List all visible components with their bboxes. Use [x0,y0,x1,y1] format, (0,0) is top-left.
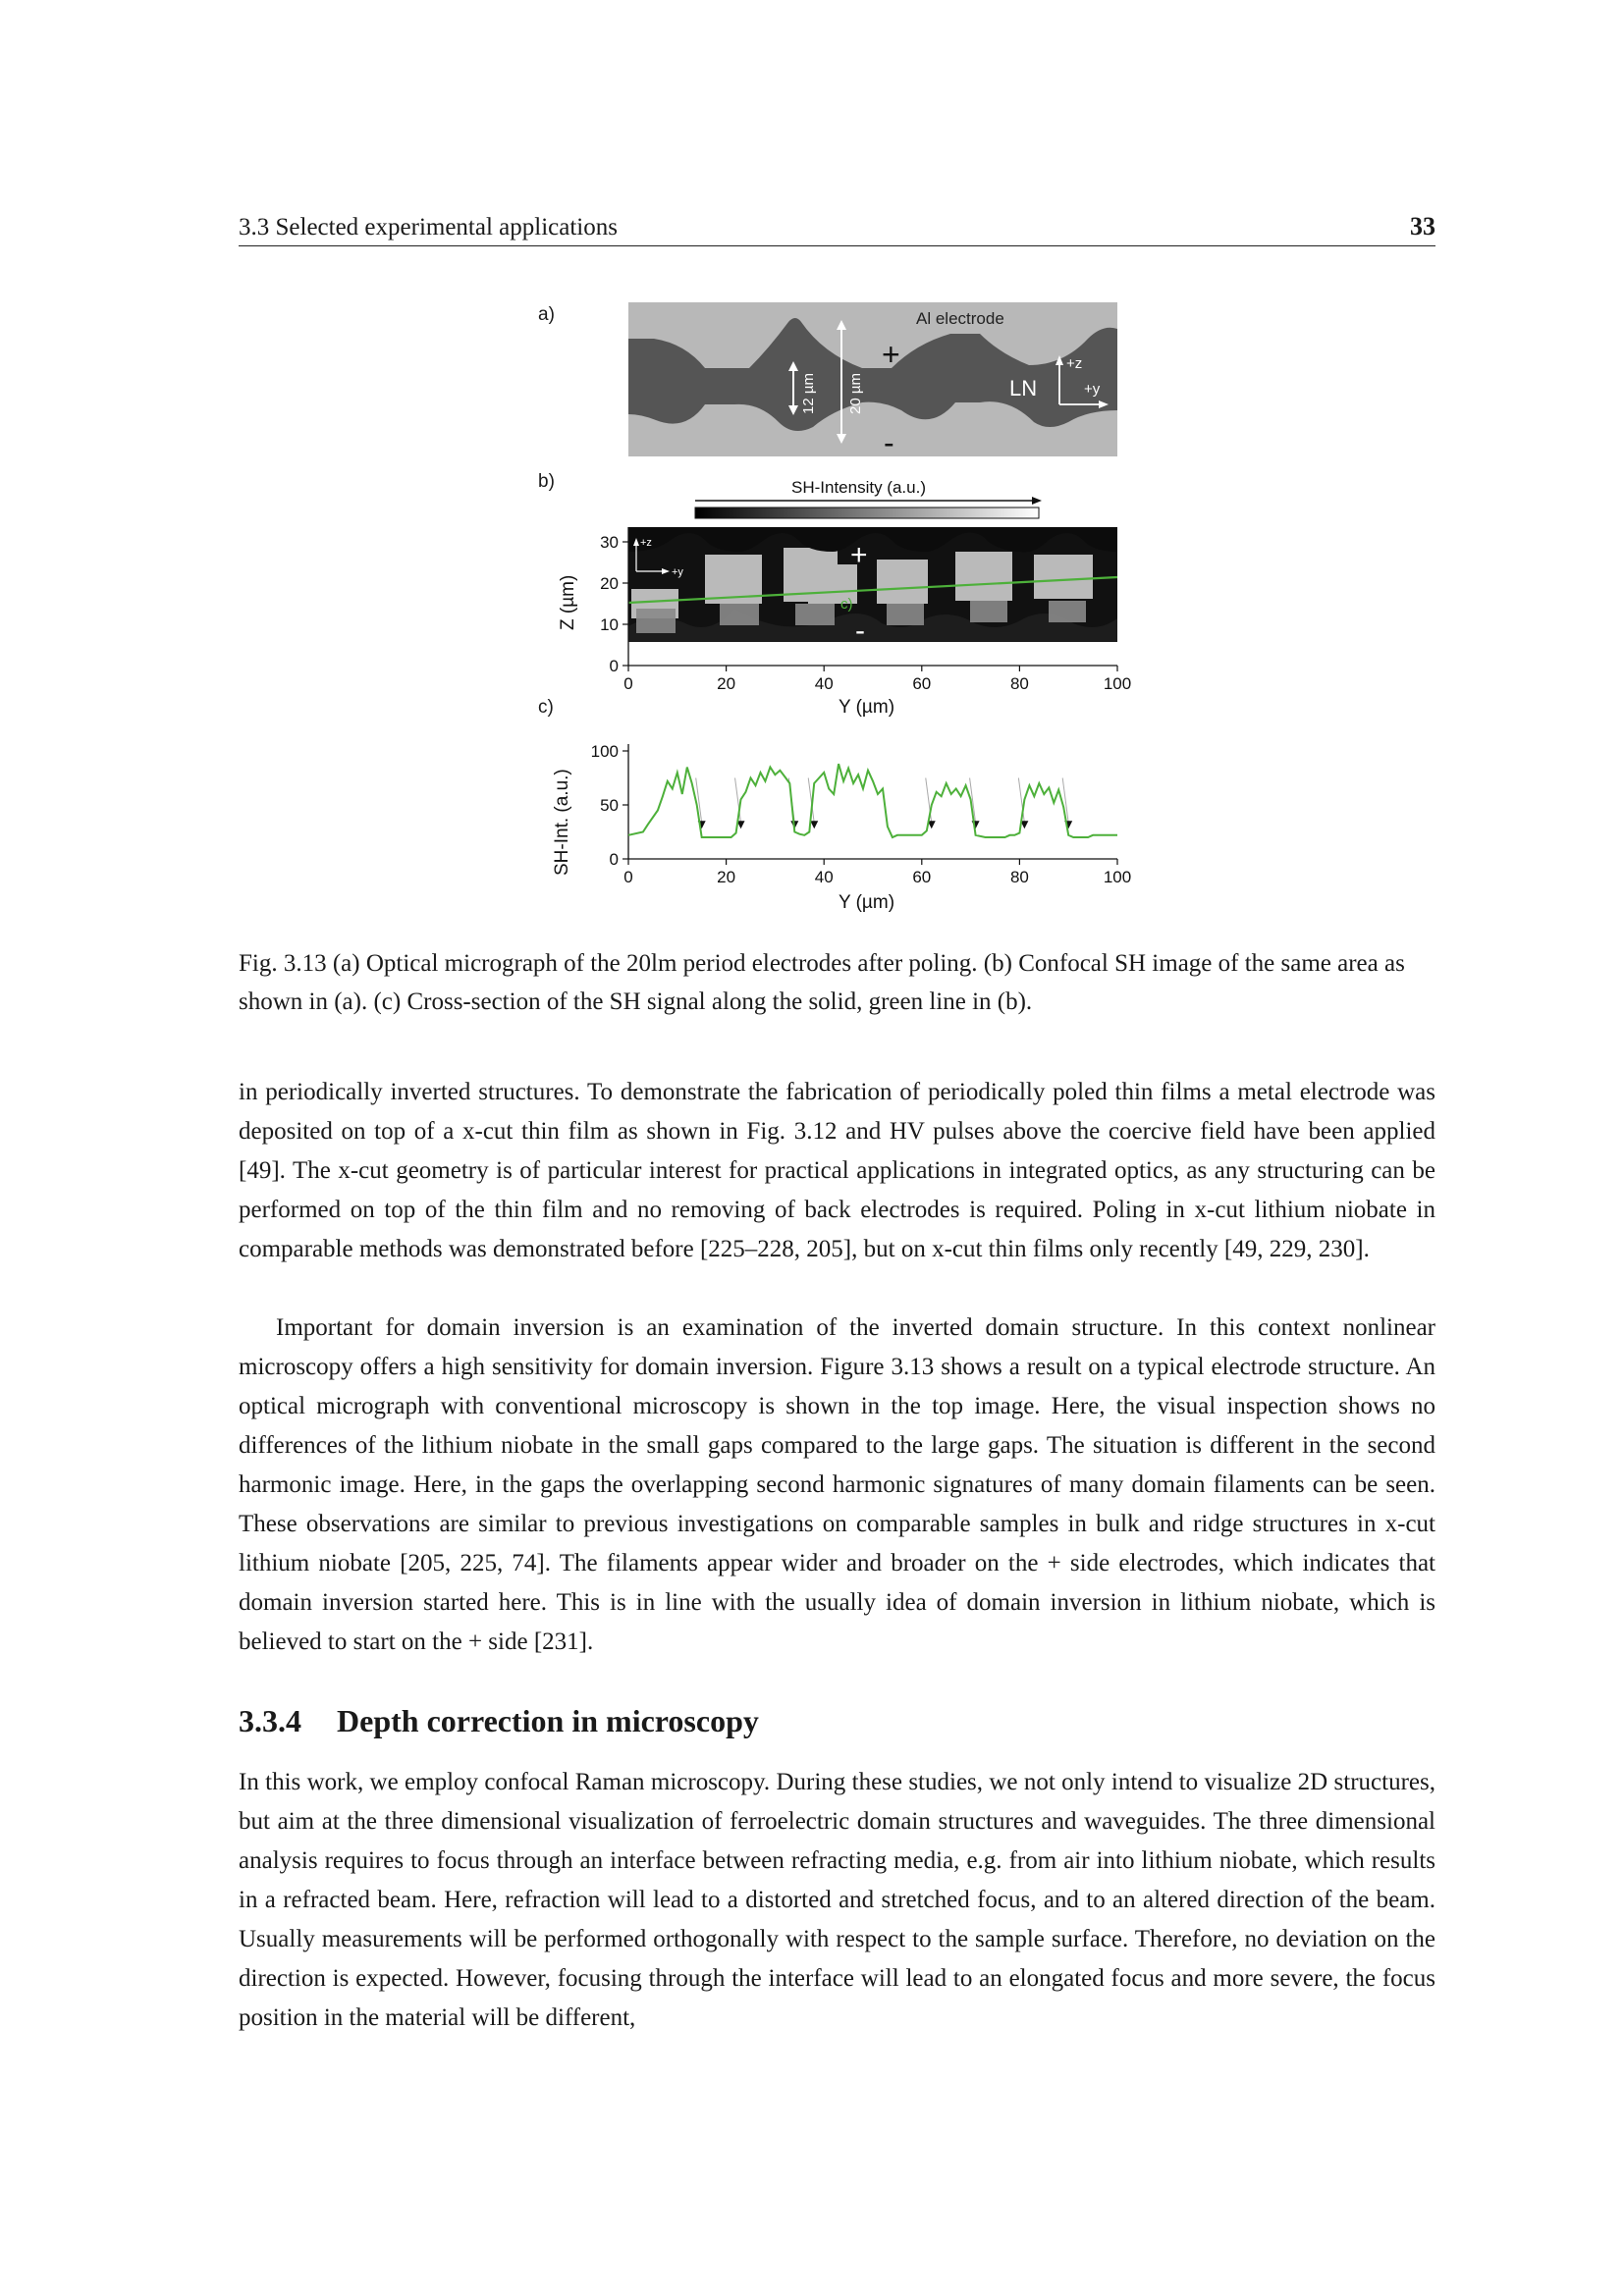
panel-c-xtick-label: 80 [1009,868,1029,886]
panel-a-micrograph [628,302,1117,460]
panel-b-ylabel: Z (µm) [558,574,578,630]
panel-b-xtick-label: 0 [623,674,633,693]
panel-c-ytick-label: 100 [590,742,619,761]
panel-a-plus-sign: + [882,337,900,372]
panel-c-xtick-label: 40 [814,868,834,886]
section-title: Depth correction in microscopy [337,1703,759,1738]
gap-large-label: 20 µm [847,373,864,414]
electrode-label: Al electrode [916,309,1004,328]
gap-small-label: 12 µm [800,373,817,414]
panel-b-ytick-label: 20 [600,574,619,593]
section-number: 3.3.4 [239,1703,301,1738]
paragraph-3: In this work, we employ confocal Raman microscopy. During these studies, we not only intend to visualize 2D structures, but aim at the three dimensional visualization of ferroelectric domain structures and waveguides. The three dimensional analysis requires to focus through an interface between refracting media, e.g. from air into lithium niobate, which results in a refracted beam. Here, refraction will lead to a distorted and stretched focus, and to an altered direction of the beam. Usually measurements will be performed orthogonally with respect to the sample surface. Therefore, no deviation on the direction is expected. However, focusing through the interface will lead to an elongated focus and more severe, the focus position in the material will be different, [239,1769,1435,2031]
panel-b-xtick-label: 100 [1103,674,1132,693]
panel-b-xlabel: Y (µm) [839,697,895,718]
panel-b-xticks [623,666,1131,693]
panel-c-xticks [623,859,1131,886]
panel-b-minus-sign: - [855,614,865,647]
ln-label: LN [1009,376,1038,400]
colorbar-title: SH-Intensity (a.u.) [791,478,926,497]
figure-3-13 [538,294,1147,923]
running-head [239,210,1435,246]
panel-b-xtick-label: 20 [717,674,736,693]
panel-b-xtick-label: 80 [1009,674,1029,693]
colorbar [695,507,1039,518]
panel-a-label: a) [538,304,555,325]
panel-c-line-profile [552,742,1131,913]
panel-b-sh-image [558,478,1131,718]
panel-b-axis-y: +y [672,566,683,578]
panel-b-plus-sign: + [850,539,868,571]
panel-c-xtick-label: 60 [912,868,932,886]
panel-c-xlabel: Y (µm) [839,892,895,913]
panel-c-xtick-label: 0 [623,868,633,886]
panel-c-xtick-label: 20 [717,868,736,886]
panel-b-ytick-label: 10 [600,615,619,634]
section-heading [239,1703,759,1739]
page-number: 33 [1410,212,1435,240]
panel-c-ylabel: SH-Int. (a.u.) [552,769,572,876]
panel-b-label: b) [538,471,555,492]
panel-a-axis-z: +z [1066,355,1083,372]
panel-c-yticks [591,742,628,869]
profile-line-label: c) [840,596,853,613]
panel-c-xtick-label: 100 [1103,868,1132,886]
figure-canvas [538,294,1147,923]
panel-a-axis-y: +y [1084,381,1101,398]
panel-b-axis-z: +z [640,537,652,549]
panel-b-ytick-label: 30 [600,533,619,552]
panel-a-minus-sign: - [884,425,894,460]
paragraph-2: Important for domain inversion is an examination of the inverted domain structure. In this context nonlinear microscopy offers a high sensitivity for domain inversion. Figure 3.13 shows a result on a typical electrode structure. An optical micrograph with conventional microscopy is shown in the top image. Here, the visual inspection shows no differences of the lithium niobate in the small gaps compared to the large gaps. The situation is different in the second harmonic image. Here, in the gaps the overlapping second harmonic signatures of many domain filaments can be seen. These observations are similar to previous investigations on comparable samples in bulk and ridge structures in x-cut lithium niobate [205, 225, 74]. The filaments appear wider and broader on the + side electrodes, which indicates that domain inversion started here. This is in line with the usually idea of domain inversion in lithium niobate, which is believed to start on the + side [231]. [239,1314,1435,1655]
panel-c-ytick-label: 0 [609,850,619,869]
panel-b-yticks [600,533,628,675]
paragraph-1: in periodically inverted structures. To demonstrate the fabrication of periodically poled thin films a metal electrode was deposited on top of a x-cut thin film as shown in Fig. 3.12 and HV pulses above the coercive field have been applied [49]. The x-cut geometry is of particular interest for practical applications in integrated optics, as any structuring can be performed on top of the thin film and no removing of back electrodes is required. Poling in x-cut lithium niobate in comparable methods was demonstrated before [225–228, 205], but on x-cut thin films only recently [49, 229, 230]. [239,1079,1435,1262]
panel-c-ytick-label: 50 [600,796,619,815]
running-head-title: 3.3 Selected experimental applications [239,214,618,240]
figure-caption: Fig. 3.13 (a) Optical micrograph of the 20lm period electrodes after poling. (b) Confocal SH image of the same area as shown in (a). (c) Cross-section of the SH signal along the solid, green line in (b). [239,950,1405,1015]
boundary-marker [810,821,818,828]
panel-b-xtick-label: 60 [912,674,932,693]
panel-c-label: c) [538,697,554,718]
panel-b-xtick-label: 40 [814,674,834,693]
panel-b-ytick-label: 0 [609,657,619,675]
